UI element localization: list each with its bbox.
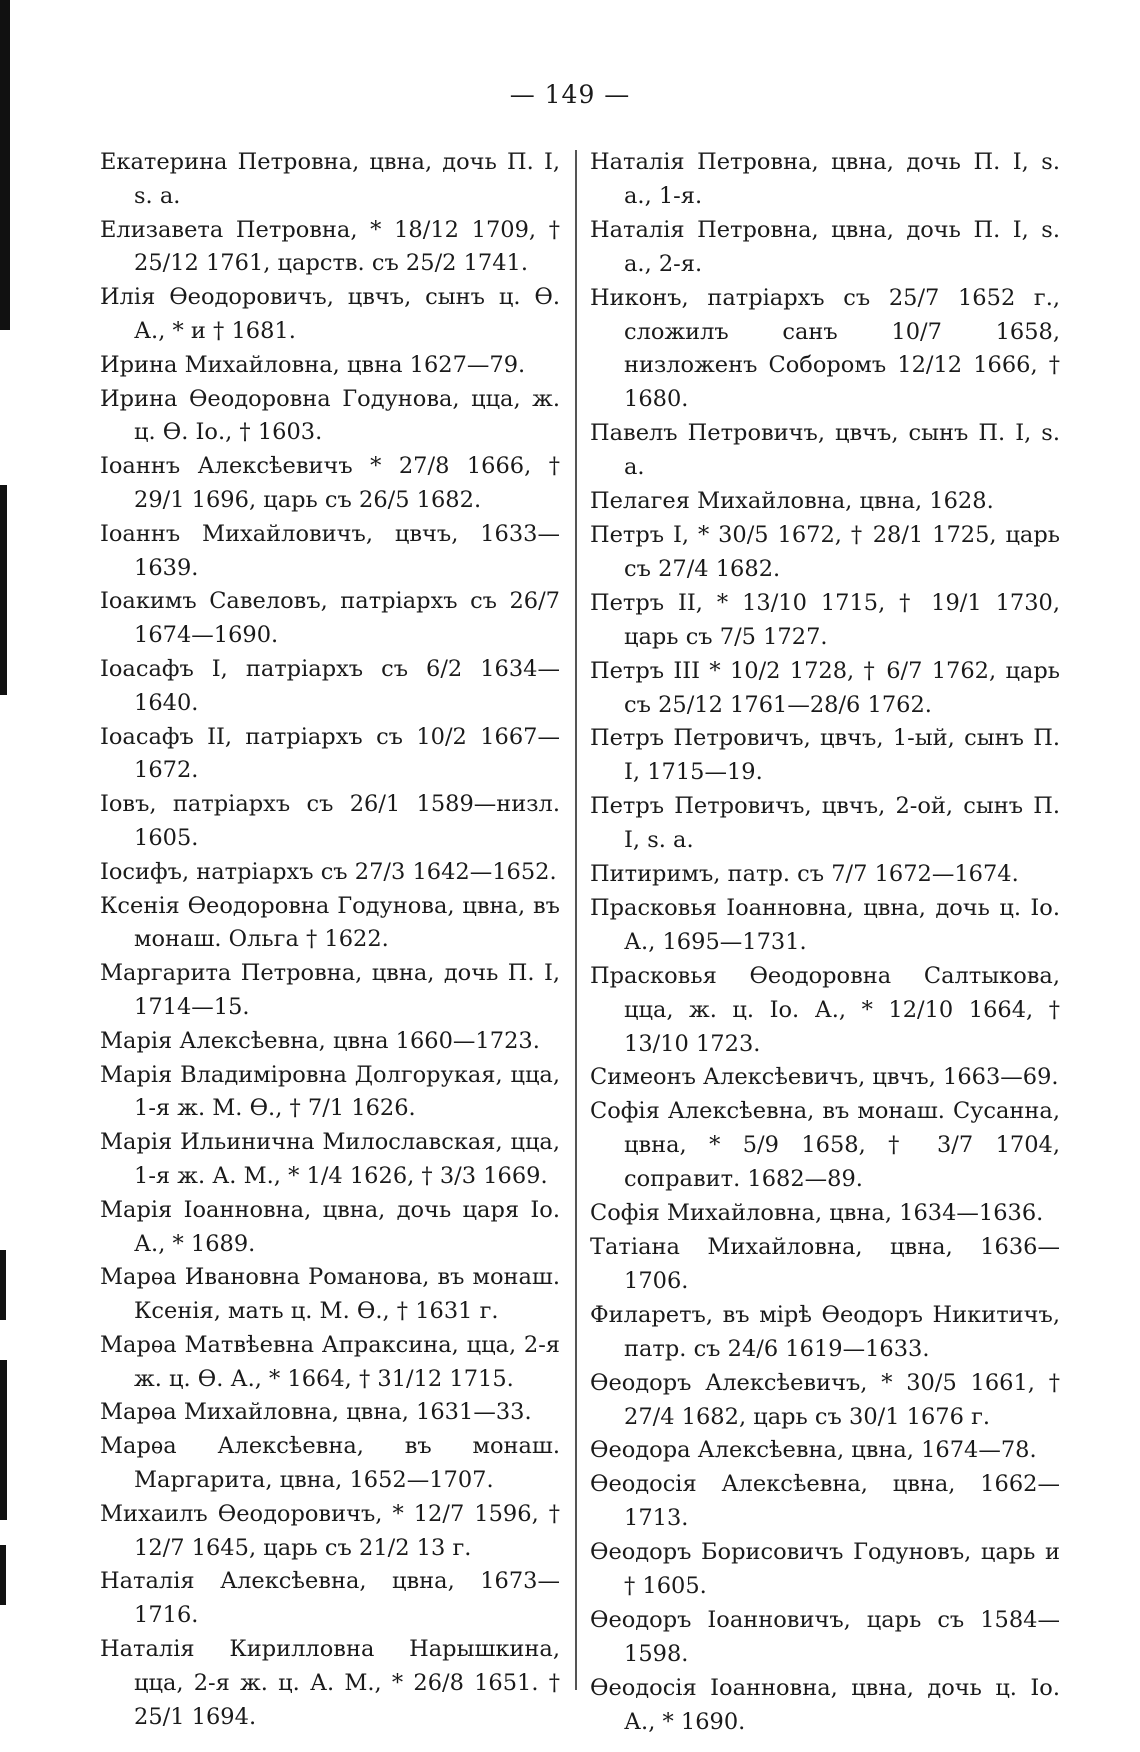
index-entry: Марѳа Михайловна, цвна, 1631—33.	[100, 1399, 532, 1426]
index-entry: Симеонъ Алексѣевичъ, цвчъ, 1663—69.	[590, 1064, 1059, 1091]
index-entry: Елизавета Петровна, * 18/12 1709, † 25/12 1761, царств. съ 25/2 1741.	[100, 216, 568, 277]
index-entry: Ѳеодосія Алексѣевна, цвна, 1662—1713.	[590, 1471, 1060, 1532]
page-number: — 149 —	[509, 80, 631, 109]
index-entry: Ѳеодоръ Борисовичъ Годуновъ, царь и † 1605.	[590, 1539, 1068, 1600]
scan-edge-shadow	[0, 1250, 6, 1320]
index-entry: Марѳа Матвѣевна Апраксина, цца, 2-я ж. ц. Ѳ. А., * 1664, † 31/12 1715.	[100, 1331, 568, 1392]
index-entry: Іоакимъ Савеловъ, патріархъ съ 26/7 1674—1690.	[100, 588, 568, 649]
index-entry: Марія Алексѣевна, цвна 1660—1723.	[100, 1027, 540, 1054]
index-entry: Петръ II, * 13/10 1715, † 19/1 1730, царь съ 7/5 1727.	[590, 589, 1068, 650]
index-entry: Илія Ѳеодоровичъ, цвчъ, сынъ ц. Ѳ. А., * и † 1681.	[100, 284, 568, 344]
index-entry: Петръ III * 10/2 1728, † 6/7 1762, царь съ 25/12 1761—28/6 1762.	[590, 657, 1068, 718]
index-entry: Іоаннъ Алексѣевичъ * 27/8 1666, † 29/1 1696, царь съ 26/5 1682.	[100, 453, 568, 513]
scan-edge-shadow	[0, 485, 7, 695]
index-entry: Татіана Михайловна, цвна, 1636—1706.	[590, 1234, 1060, 1294]
index-entry: Іоасафъ I, патріархъ съ 6/2 1634—1640.	[100, 655, 560, 716]
index-entry: Прасковья Іоанновна, цвна, дочь ц. Іо. А., 1695—1731.	[590, 894, 1068, 955]
index-entry: Іоасафъ II, патріархъ съ 10/2 1667—1672.	[100, 723, 560, 784]
index-entry: Наталія Кирилловна Нарышкина, цца, 2-я ж. ц. А. М., * 26/8 1651. † 25/1 1694.	[100, 1636, 568, 1730]
index-entry: Ѳеодосія Іоанновна, цвна, дочь ц. Іо. А., * 1690.	[590, 1674, 1068, 1735]
scan-edge-shadow	[0, 0, 10, 330]
column-divider	[575, 150, 577, 1690]
index-entry: Маргарита Петровна, цвна, дочь П. I, 1714—15.	[100, 960, 568, 1020]
index-entry: Ѳеодоръ Іоанновичъ, царь съ 1584—1598.	[590, 1606, 1060, 1667]
index-entry: Марія Владиміровна Долгорукая, цца, 1-я ж. М. Ѳ., † 7/1 1626.	[100, 1061, 568, 1122]
index-entry: Филаретъ, въ мірѣ Ѳеодоръ Никитичъ, патр. съ 24/6 1619—1633.	[590, 1301, 1068, 1362]
index-entry: Ѳеодоръ Алексѣевичъ, * 30/5 1661, † 27/4 1682, царь съ 30/1 1676 г.	[590, 1369, 1068, 1430]
scan-edge-shadow	[0, 1545, 6, 1605]
index-entry: Михаилъ Ѳеодоровичъ, * 12/7 1596, † 12/7 1645, царь съ 21/2 13 г.	[100, 1500, 568, 1561]
index-entry: Марѳа Алексѣевна, въ монаш. Маргарита, цвна, 1652—1707.	[100, 1433, 568, 1494]
index-entry: Софія Алексѣевна, въ монаш. Сусанна, цвна, * 5/9 1658, † 3/7 1704, соправит. 1682—89.	[590, 1098, 1068, 1193]
right-column	[590, 146, 1068, 1740]
left-column	[100, 146, 568, 1734]
scan-edge-shadow	[0, 1360, 7, 1520]
index-entry: Марія Іоанновна, цвна, дочь царя Іо. А., * 1689.	[100, 1196, 568, 1257]
index-entry: Питиримъ, патр. съ 7/7 1672—1674.	[590, 861, 1019, 888]
index-entry: Наталія Петровна, цвна, дочь П. I, s. a., 1-я.	[590, 149, 1068, 209]
index-entry: Прасковья Ѳеодоровна Салтыкова, цца, ж. ц. Іо. А., * 12/10 1664, † 13/10 1723.	[590, 962, 1068, 1057]
index-entry: Петръ I, * 30/5 1672, † 28/1 1725, царь съ 27/4 1682.	[590, 521, 1068, 582]
index-entry: Наталія Петровна, цвна, дочь П. I, s. a., 2-я.	[590, 216, 1068, 277]
index-entry: Екатерина Петровна, цвна, дочь П. I, s. a.	[100, 149, 568, 209]
index-entry: Софія Михайловна, цвна, 1634—1636.	[590, 1200, 1044, 1227]
index-entry: Пелагея Михайловна, цвна, 1628.	[590, 488, 994, 515]
index-entry: Марія Ильинична Милославская, цца, 1-я ж. А. М., * 1/4 1626, † 3/3 1669.	[100, 1129, 568, 1189]
index-entry: Никонъ, патріархъ съ 25/7 1652 г., сложилъ санъ 10/7 1658, низложенъ Соборомъ 12/12 1666, † 1680.	[590, 284, 1068, 413]
index-entry: Іовъ, патріархъ съ 26/1 1589—низл. 1605.	[100, 791, 568, 851]
index-entry: Павелъ Петровичъ, цвчъ, сынъ П. I, s. a.	[590, 420, 1068, 481]
index-entry: Іоаннъ Михайловичъ, цвчъ, 1633—1639.	[100, 520, 560, 581]
index-entry: Ксенія Ѳеодоровна Годунова, цвна, въ монаш. Ольга † 1622.	[100, 892, 568, 953]
index-entry: Наталія Алексѣевна, цвна, 1673—1716.	[100, 1568, 560, 1629]
index-entry: Ирина Михайловна, цвна 1627—79.	[100, 351, 526, 378]
index-entry: Петръ Петровичъ, цвчъ, 1-ый, сынъ П. I, 1715—19.	[590, 725, 1068, 786]
index-entry: Марѳа Ивановна Романова, въ монаш. Ксенія, мать ц. М. Ѳ., † 1631 г.	[100, 1264, 568, 1325]
index-entry: Ѳеодора Алексѣевна, цвна, 1674—78.	[590, 1437, 1037, 1464]
index-entry: Петръ Петровичъ, цвчъ, 2-ой, сынъ П. I, s. a.	[590, 793, 1068, 854]
index-entry: Іосифъ, натріархъ съ 27/3 1642—1652.	[100, 858, 557, 885]
index-entry: Ирина Ѳеодоровна Годунова, цца, ж. ц. Ѳ. Іо., † 1603.	[100, 385, 568, 446]
